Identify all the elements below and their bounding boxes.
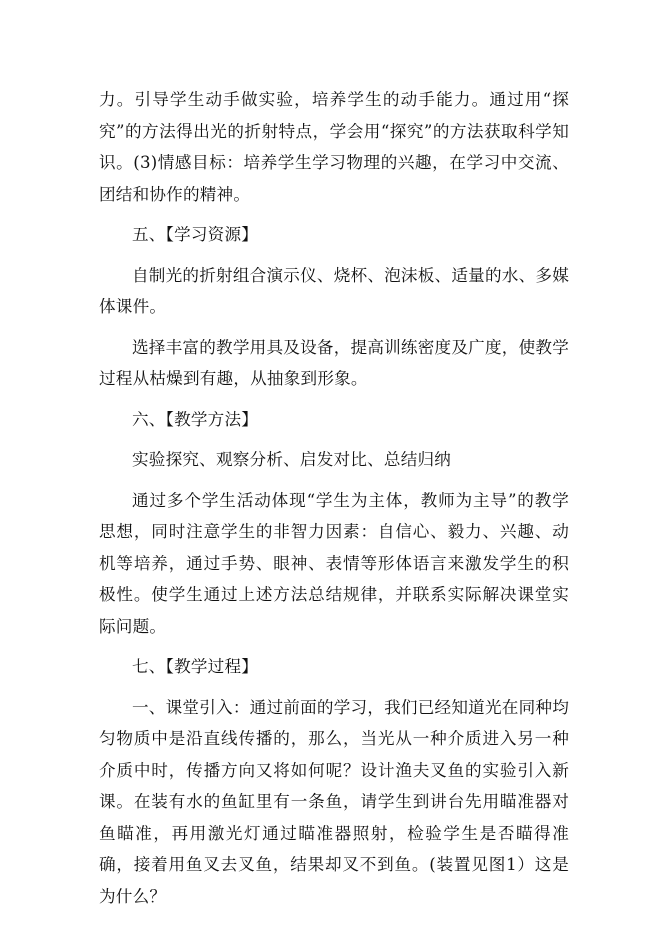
heading-teaching-process: 七、【教学过程】 [132, 657, 259, 676]
paragraph-objectives: 力。引导学生动手做实验，培养学生的动手能力。通过用“探究”的方法得出光的折射特点，学会用“探究”的方法获取科学知识。(3)情感目标：培养学生学习物理的兴趣，在学习中交流、团结和协作的精神。 [99, 90, 569, 204]
paragraph-methods-detail: 通过多个学生活动体现“学生为主体，教师为主导”的教学思想，同时注意学生的非智力因素：自信心、毅力、兴趣、动机等培养，通过手势、眼神、表情等形体语言来激发学生的积极性。使学生通过上述方法总结规律，并联系实际解决课堂实际问题。 [99, 490, 569, 636]
paragraph-resources: 自制光的折射组合演示仪、烧杯、泡沫板、适量的水、多媒体课件。 [99, 265, 569, 316]
heading-teaching-methods: 六、【教学方法】 [132, 409, 259, 429]
document-page [99, 84, 569, 912]
paragraph-class-intro: 一、课堂引入：通过前面的学习，我们已经知道光在同种均匀物质中是沿直线传播的，那么，当光从一种介质进入另一种介质中时，传播方向又将如何呢？设计渔夫叉鱼的实验引入新课。在装有水的鱼缸里有一条鱼，请学生到讲台先用瞄准器对鱼瞄准，再用激光灯通过瞄准器照射，检验学生是否瞄得准确，接着用鱼叉去叉鱼，结果却叉不到鱼。(装置见图1）这是为什么？ [99, 697, 569, 906]
paragraph-methods-list: 实验探究、观察分析、启发对比、总结归纳 [132, 450, 452, 469]
paragraph-equipment: 选择丰富的教学用具及设备，提高训练密度及广度，使教学过程从枯燥到有趣，从抽象到形象。 [99, 337, 569, 388]
heading-learning-resources: 五、【学习资源】 [132, 225, 259, 244]
